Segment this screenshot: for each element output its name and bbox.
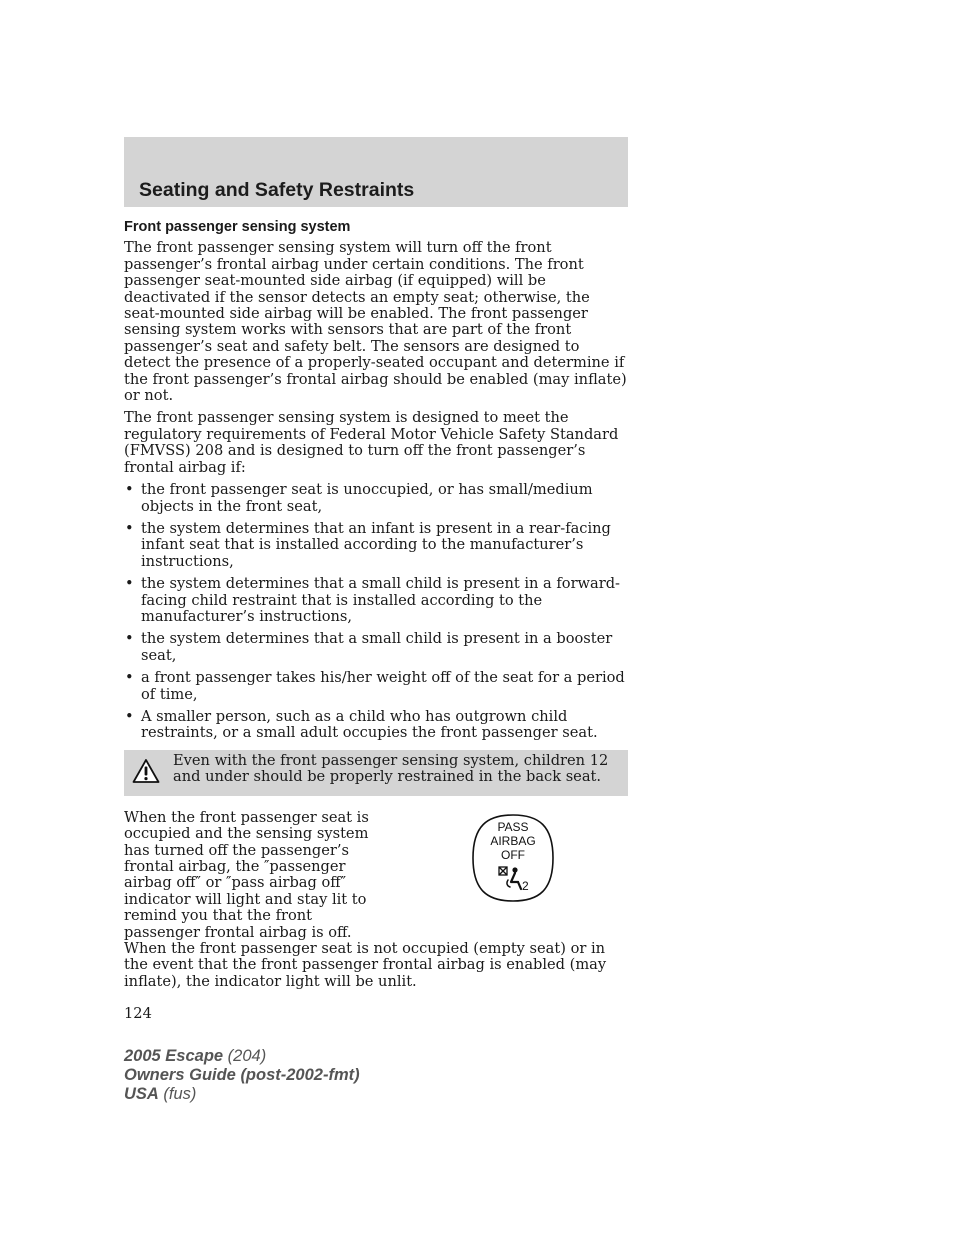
intro-paragraph: The front passenger sensing system will turn off the front passenger’s frontal airbag under certain conditions. The front passenger seat-mounted side airbag (if equipped) will be deactivated if the sensor detects an empty seat; otherwise, the seat-mounted side airbag will be enabled. The front passenger sensing system works with sensors that are part of the front passenger’s seat and safety belt. The sensors are designed to detect the presence of a properly-seated occupant and determine if the front passenger’s frontal airbag should be enabled (may inflate) or not. xyxy=(124,239,627,405)
list-item-text: A smaller person, such as a child who has outgrown child restraints, or a small adult occupies the front passenger seat. xyxy=(141,707,598,742)
list-item xyxy=(124,482,628,515)
warning-triangle-icon xyxy=(132,758,160,784)
list-item xyxy=(124,576,628,625)
indicator-paragraph-text: When the front passenger seat is occupied and the sensing system has turned off the passenger’s frontal airbag, the ″passenger airbag off″ or ″pass airbag off″ indicator will light and stay lit to remind you that the front passenger frontal airbag is off. When the front passenger seat is not occupied (empty seat) or in the event that the front passenger frontal airbag is enabled (may inflate), the indicator light will be unlit. xyxy=(124,808,607,990)
pass-airbag-off-indicator xyxy=(471,813,555,903)
indicator-label-line: AIRBAG xyxy=(490,833,536,848)
list-item xyxy=(124,521,628,570)
bullet-dot: • xyxy=(125,630,134,648)
section-header-band xyxy=(124,137,628,207)
list-item-text: a front passenger takes his/her weight off of the seat for a period of time, xyxy=(141,669,625,703)
indicator-label-line: PASS xyxy=(497,819,529,834)
list-item-text: the system determines that a small child is present in a booster seat, xyxy=(141,630,613,664)
bullet-dot: • xyxy=(125,707,134,725)
bullet-dot: • xyxy=(125,669,134,687)
page-content xyxy=(124,219,628,1023)
footer-market: USA xyxy=(124,1085,159,1103)
indicator-label-line: OFF xyxy=(501,847,525,862)
indicator-section xyxy=(124,810,628,990)
list-item xyxy=(124,631,628,664)
airbag-off-icon xyxy=(498,866,530,892)
warning-text: Even with the front passenger sensing system, children 12 and under should be properly restrained in the back seat. xyxy=(173,751,609,786)
footer-model-code: (204) xyxy=(223,1047,267,1065)
list-item-text: the system determines that a small child is present in a forward-facing child restraint that is installed according to the manufacturer’s instructions, xyxy=(141,575,620,625)
footer-line xyxy=(124,1047,360,1066)
list-item-text: the system determines that an infant is present in a rear-facing infant seat that is installed according to the manufacturer’s instructions, xyxy=(141,519,611,570)
footer-model: 2005 Escape xyxy=(124,1047,224,1065)
bullet-dot: • xyxy=(125,481,134,499)
list-item xyxy=(124,670,628,703)
chapter-title: Seating and Safety Restraints xyxy=(139,179,415,201)
page-number: 124 xyxy=(124,1005,152,1023)
document-footer xyxy=(124,1047,360,1104)
bullet-dot: • xyxy=(125,575,134,593)
list-item-text: the front passenger seat is unoccupied, or has small/medium objects in the front seat, xyxy=(141,481,593,515)
conditions-list xyxy=(124,482,628,742)
section-heading: Front passenger sensing system xyxy=(124,219,351,235)
footer-line xyxy=(124,1085,360,1104)
indicator-icon-number: 2 xyxy=(522,878,529,892)
footer-line xyxy=(124,1066,360,1085)
requirements-paragraph: The front passenger sensing system is designed to meet the regulatory requirements of Federal Motor Vehicle Safety Standard (FMVSS) 208 and is designed to turn off the front passenger’s frontal airbag if: xyxy=(124,409,619,476)
list-item xyxy=(124,709,628,742)
footer-market-code: (fus) xyxy=(158,1085,197,1103)
bullet-dot: • xyxy=(125,519,134,537)
footer-guide: Owners Guide (post-2002-fmt) xyxy=(124,1066,360,1084)
warning-box xyxy=(124,750,628,796)
